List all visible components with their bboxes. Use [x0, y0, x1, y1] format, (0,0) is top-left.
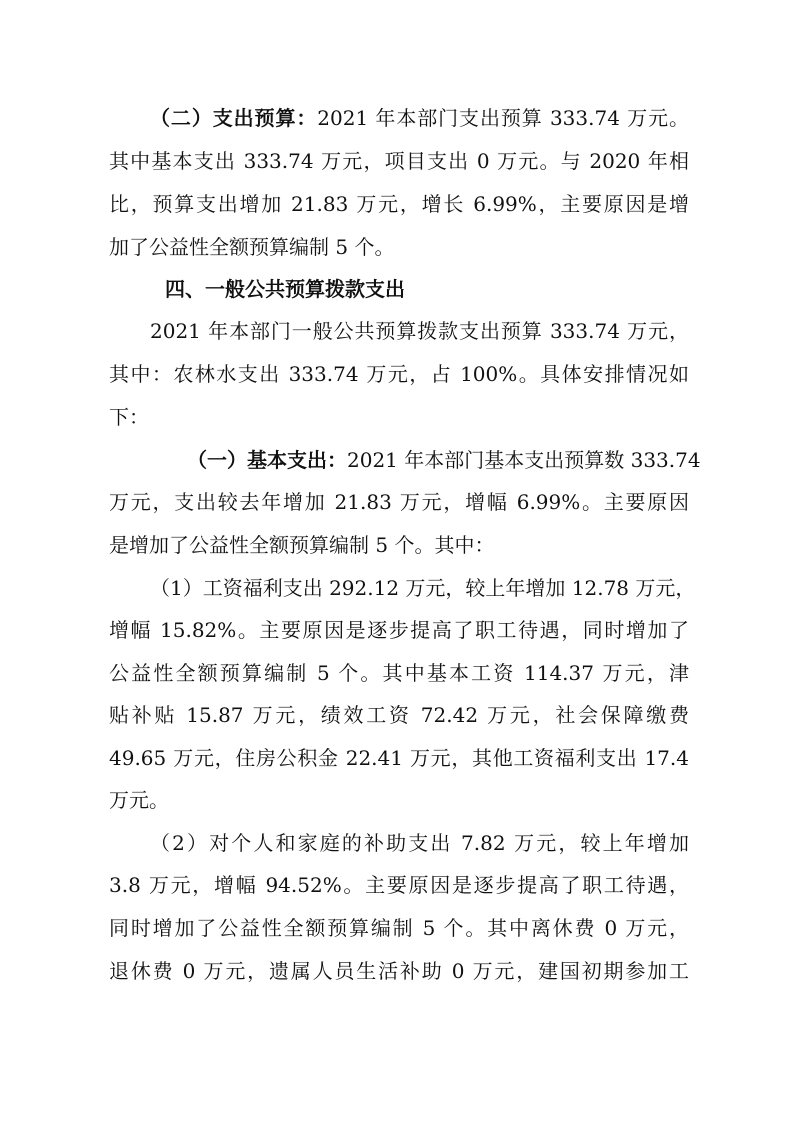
- paragraph-public-line-1: 2021 年本部门一般公共预算拨款支出预算 333.74 万元，: [150, 319, 689, 343]
- paragraph-wages-line-5: 49.65 万元，住房公积金 22.41 万元，其他工资福利支出 17.4: [109, 746, 689, 770]
- paragraph-wages-line-6: 万元。: [109, 788, 169, 812]
- paragraph-basic-line-2: 万元，支出较去年增加 21.83 万元，增幅 6.99%。主要原因: [109, 490, 689, 514]
- paragraph-public-line-2: 其中：农林水支出 333.74 万元，占 100%。具体安排情况如: [109, 362, 689, 386]
- paragraph-wages-line-2: 增幅 15.82%。主要原因是逐步提高了职工待遇，同时增加了: [109, 618, 689, 642]
- section-heading-public-budget: 四、一般公共预算拨款支出: [165, 277, 405, 301]
- paragraph-wages-line-3: 公益性全额预算编制 5 个。其中基本工资 114.37 万元，津: [109, 661, 689, 685]
- paragraph-budget-line-3: 比，预算支出增加 21.83 万元，增长 6.99%，主要原因是增: [109, 192, 689, 216]
- section-heading-expenditure-budget: （二）支出预算：: [150, 106, 318, 130]
- paragraph-subsidy-line-2: 3.8 万元，增幅 94.52%。主要原因是逐步提高了职工待遇，: [109, 873, 689, 897]
- paragraph-budget-line-4: 加了公益性全额预算编制 5 个。: [109, 235, 395, 259]
- text-run: 2021 年本部门支出预算 333.74 万元。: [317, 106, 690, 130]
- paragraph-wages-line-1: （1）工资福利支出 292.12 万元，较上年增加 12.78 万元，: [150, 576, 696, 600]
- section-heading-basic-expenditure: （一）基本支出：: [187, 448, 347, 472]
- paragraph-subsidy-line-1: （2）对个人和家庭的补助支出 7.82 万元，较上年增加: [150, 831, 689, 855]
- paragraph-wages-line-4: 贴补贴 15.87 万元，绩效工资 72.42 万元，社会保障缴费: [109, 703, 689, 727]
- paragraph-budget-line-1: [150, 103, 689, 133]
- paragraph-basic-line-3: 是增加了公益性全额预算编制 5 个。其中：: [109, 533, 495, 557]
- paragraph-basic-line-1: [187, 445, 701, 475]
- paragraph-subsidy-line-4: 退休费 0 万元，遗属人员生活补助 0 万元，建国初期参加工: [109, 959, 689, 983]
- text-run: 2021 年本部门基本支出预算数 333.74: [347, 448, 701, 472]
- paragraph-public-line-3: 下：: [109, 405, 149, 429]
- paragraph-subsidy-line-3: 同时增加了公益性全额预算编制 5 个。其中离休费 0 万元，: [109, 916, 689, 940]
- paragraph-budget-line-2: 其中基本支出 333.74 万元，项目支出 0 万元。与 2020 年相: [109, 149, 689, 173]
